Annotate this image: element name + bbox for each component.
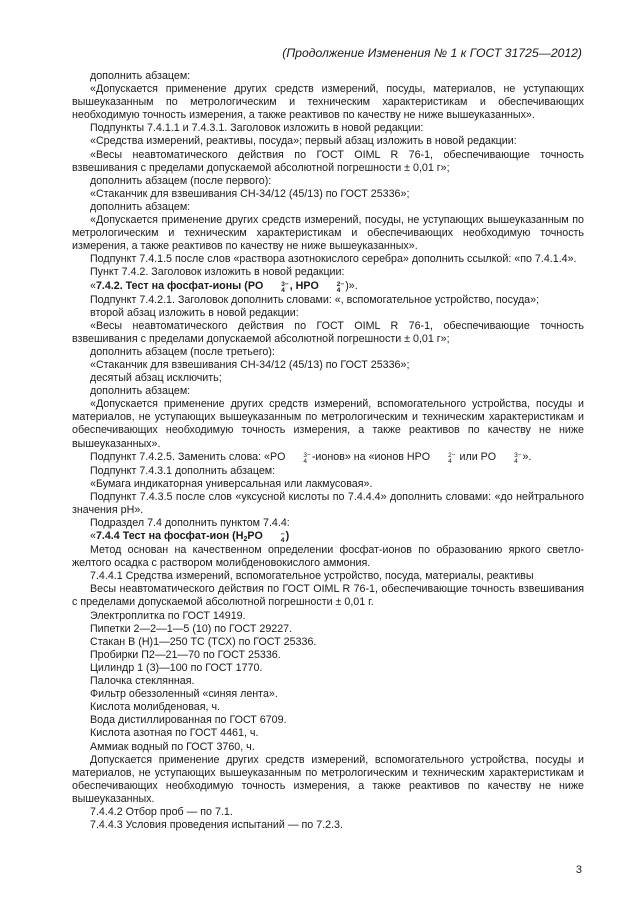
list-item: Пробирки П2—21—70 по ГОСТ 25336. xyxy=(90,648,281,661)
paragraph: второй абзац изложить в новой редакции: xyxy=(90,306,299,319)
paragraph: «Средства измерений, реактивы, посуда»; первый абзац изложить в новой редакции: xyxy=(90,135,517,148)
paragraph: Допускается применение других средств измерений, вспомогательного устройства, посуды и материалов, не уступающих вышеуказанным по метрологическим и техническим характеристикам и обеспечивающих необходимую точность измерения, а также реактивов по качеству не ниже вышеуказанных. xyxy=(72,753,584,805)
list-item: Палочка стеклянная. xyxy=(90,675,195,688)
paragraph: дополнить абзацем: xyxy=(90,70,191,82)
replace-words-7-4-2-5: Подпункт 7.4.2.5. Заменить слова: «PO 3− 4 -ионов» на «ионов HPO 2− 4 или PO 3− 4 ». xyxy=(90,450,532,465)
paragraph: «Стаканчик для взвешивания СН-34/12 (45/13) по ГОСТ 25336»; xyxy=(90,358,410,371)
paragraph: дополнить абзацем: xyxy=(90,200,191,213)
page-number: 3 xyxy=(575,864,582,876)
list-item: Кислота молибденовая, ч. xyxy=(90,701,220,714)
paragraph: Весы неавтоматического действия по ГОСТ OIML R 76-1, обеспечивающие точность взвешивания с пределами допускаемой абсолютной погрешности ± 0,01 г. xyxy=(72,583,584,609)
list-item: Цилиндр 1 (3)—100 по ГОСТ 1770. xyxy=(90,661,263,674)
section-heading-7-4-2: «7.4.2. Тест на фосфат-ионы (PO 3− 4 , HPO 2− 4 )». xyxy=(90,279,358,294)
paragraph: Пункт 7.4.2. Заголовок изложить в новой редакции: xyxy=(90,266,345,279)
list-item: Вода дистиллированная по ГОСТ 6709. xyxy=(90,714,287,727)
paragraph: «Стаканчик для взвешивания СН-34/12 (45/13) по ГОСТ 25336»; xyxy=(90,187,410,200)
paragraph: дополнить абзацем (после третьего): xyxy=(90,345,275,358)
list-item: Аммиак водный по ГОСТ 3760, ч. xyxy=(90,740,255,753)
running-header: (Продолжение Изменения № 1 к ГОСТ 31725—2012) xyxy=(282,46,582,60)
paragraph: Подпункт 7.4.3.1 дополнить абзацем: xyxy=(90,464,276,477)
paragraph: «Бумага индикаторная универсальная или лакмусовая». xyxy=(90,477,373,490)
paragraph: «Допускается применение других средств измерений, посуды, не уступающих вышеуказанным по метрологическим и техническим характеристикам и обеспечивающих необходимую точность измерения, а также реактивов по качеству не ниже вышеуказанных». xyxy=(72,214,584,253)
paragraph: 7.4.4.2 Отбор проб — по 7.1. xyxy=(90,805,233,818)
list-item: Кислота азотная по ГОСТ 4461, ч. xyxy=(90,727,259,740)
paragraph: «Весы неавтоматического действия по ГОСТ OIML R 76-1, обеспечивающие точность взвешивания с пределами допускаемой абсолютной погрешности ± 0,01 г»; xyxy=(72,148,584,174)
paragraph: дополнить абзацем (после первого): xyxy=(90,174,272,187)
document-body xyxy=(72,70,584,832)
paragraph: дополнить абзацем: xyxy=(90,385,191,398)
list-item: Пипетки 2—2—1—5 (10) по ГОСТ 29227. xyxy=(90,622,293,635)
paragraph: «Весы неавтоматического действия по ГОСТ OIML R 76-1, обеспечивающие точность взвешивания с пределами допускаемой абсолютной погрешности ± 0,01 г»; xyxy=(72,319,584,345)
paragraph: Подпункт 7.4.2.1. Заголовок дополнить словами: «, вспомогательное устройство, посуда»; xyxy=(90,293,540,306)
list-item: Стакан В (Н)1—250 ТС (ТСХ) по ГОСТ 25336. xyxy=(90,635,317,648)
paragraph: 7.4.4.1 Средства измерений, вспомогательное устройство, посуда, материалы, реактивы xyxy=(90,570,534,583)
paragraph: Подпункты 7.4.1.1 и 7.4.3.1. Заголовок изложить в новой редакции: xyxy=(90,122,424,135)
paragraph: Метод основан на качественном определении фосфат-ионов по образованию яркого светло-желтого осадка с раствором молибденовокислого аммония. xyxy=(72,544,584,570)
list-item: Фильтр обеззоленный «синяя лента». xyxy=(90,688,278,701)
paragraph: десятый абзац исключить; xyxy=(90,372,222,385)
paragraph: Подпункт 7.4.3.5 после слов «уксусной кислоты по 7.4.4.4» дополнить словами: «до нейтрального значения pH». xyxy=(72,490,584,516)
section-heading-7-4-4: «7.4.4 Тест на фосфат-ион ($H_2PO$ − 4 ) xyxy=(90,530,290,545)
paragraph: Подпункт 7.4.1.5 после слов «раствора азотнокислого серебра» дополнить ссылкой: «по 7.4.1.4». xyxy=(90,253,577,266)
paragraph: «Допускается применение других средств измерений, посуды, материалов, не уступающих вышеуказанным по метрологическим и техническим характеристикам и обеспечивающих необходимую точность измерения, а также реактивов по качеству не ниже вышеуказанных». xyxy=(72,83,584,122)
paragraph: «Допускается применение других средств измерений, вспомогательного устройства, посуды и материалов, не уступающих вышеуказанным по метрологическим и техническим характеристикам и обеспечивающих необходимую точность измерения, а также реактивов по качеству не ниже вышеуказанных». xyxy=(72,398,584,450)
paragraph: 7.4.4.3 Условия проведения испытаний — по 7.2.3. xyxy=(90,819,343,832)
paragraph: Подраздел 7.4 дополнить пунктом 7.4.4: xyxy=(90,517,290,529)
list-item: Электроплитка по ГОСТ 14919. xyxy=(90,609,246,622)
